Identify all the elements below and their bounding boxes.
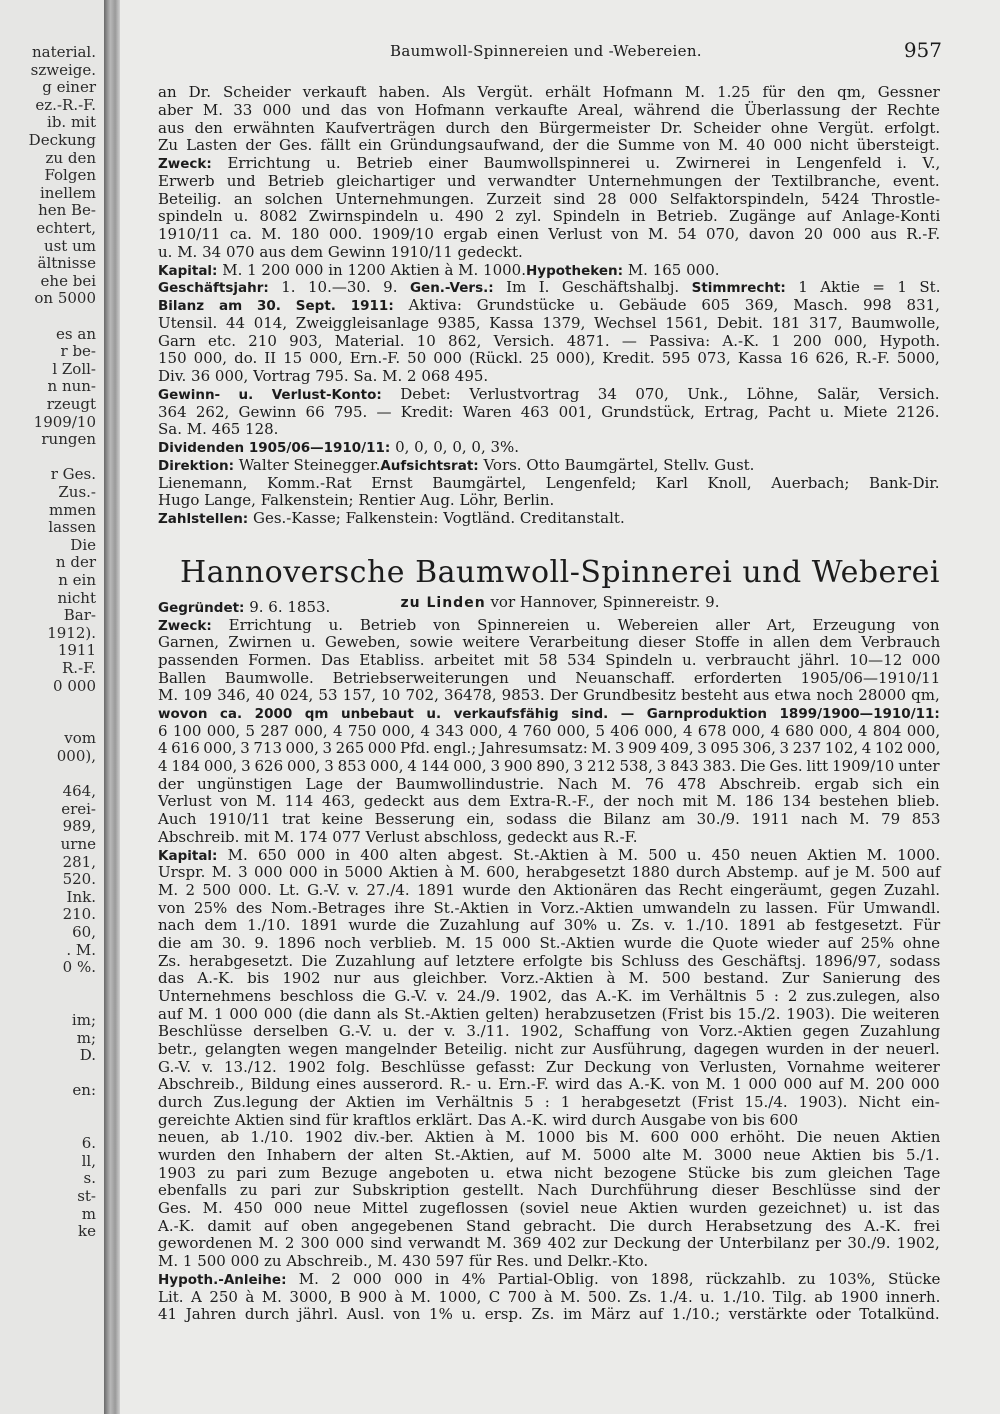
text-line — [158, 811, 940, 828]
text-line — [158, 1271, 940, 1289]
field-text: aber M. 33 000 und das von Hofmann verkaufte Areal, während die Überlassung der Rechte — [158, 100, 940, 119]
previous-page-fragment: echtert, — [36, 219, 96, 237]
field-text: das A.-K. bis 1902 nur aus gleichber. Vorz.-Aktien à M. 500 bestand. Zur Sanierung des — [158, 969, 941, 988]
text-line — [158, 137, 940, 154]
previous-page-fragment: 1909/10 — [33, 412, 96, 431]
field-label: Dividenden 1905/06—1910/11: — [158, 440, 391, 456]
previous-page-fragment: Ink. — [66, 887, 96, 906]
field-text: 4 184 000, 3 626 000, 3 853 000, 4 144 000, 3 900 890, 3 212 538, 3 843 383. Die Ges. litt 1909/10 unter — [158, 757, 940, 776]
page-number: 957 — [903, 38, 942, 62]
field-label: Kapital: — [158, 262, 218, 279]
previous-page-fragment: ältnisse — [37, 254, 96, 273]
previous-page-fragment: ke — [78, 1222, 96, 1241]
field-text: Beschlüsse derselben G.-V. u. der v. 3./11. 1902, Schaffung von Vorz.-Aktien gegen Zuzahlung — [158, 1022, 941, 1041]
text-line — [158, 1112, 798, 1129]
text-line — [158, 297, 940, 315]
previous-page-fragment: D. — [79, 1046, 96, 1065]
text-line — [158, 421, 278, 438]
text-line — [158, 102, 940, 119]
previous-page-fragment: s. — [83, 1169, 96, 1188]
field-text: Errichtung u. Betrieb einer Baumwollspinnerei u. Zwirnerei in Lengenfeld i. V., — [211, 154, 941, 172]
field-text: passenden Formen. Das Etabliss. arbeitet mit 58 534 Spindeln u. verbraucht jährl. 10—12 000 — [158, 651, 941, 670]
previous-page-fragment: mmen — [49, 500, 96, 519]
previous-page-fragment: vom — [64, 729, 96, 748]
text-line — [158, 882, 940, 899]
text-line — [158, 864, 940, 881]
previous-page-fragment: ust um — [43, 236, 96, 255]
text-line — [158, 917, 940, 934]
text-line — [158, 350, 940, 367]
field-text: gewordenen M. 2 300 000 sind verwandt M. 369 402 zur Deckung der Unterbilanz per 30./9. 1902, — [158, 1234, 940, 1253]
field-text: durch Zus.legung der Aktien im Verhältnis 5 : 1 herabgesetzt (Frist 15./4. 1903). Nicht ein- — [158, 1093, 940, 1112]
field-text: an Dr. Scheider verkauft haben. Als Vergüt. erhält Hofmann M. 1.25 für den qm, Gessner — [158, 83, 940, 101]
text-line — [158, 1076, 940, 1093]
field-text: 1903 zu pari zum Bezuge angeboten u. etwa nicht bezogene Stücke bis zum gleichen Tage — [158, 1163, 941, 1182]
field-text: Lienemann, Komm.-Rat Ernst Baumgärtel, Lengenfeld; Karl Knoll, Auerbach; Bank-Dir. — [158, 473, 940, 492]
text-line — [158, 793, 940, 810]
field-text: M. 2 000 000 in 4% Partial-Oblig. von 1898, rückzahlb. zu 103%, Stücke — [286, 1269, 941, 1288]
field-text: die am 30. 9. 1896 noch verblieb. M. 15 000 St.-Aktien wurde die Quote wieder auf 25% ohne — [158, 933, 941, 952]
previous-page-fragment: im; — [71, 1011, 96, 1029]
field-text: gereichte Aktien sind für kraftlos erklärt. Das A.-K. wird durch Ausgabe von bis 600 — [158, 1110, 799, 1129]
field-text: 150 000, do. II 15 000, Ern.-F. 50 000 (Rückl. 25 000), Kredit. 595 073, Kassa 16 626, R.-F. 5000, — [158, 349, 940, 368]
previous-page-fragment: 60, — [72, 923, 96, 941]
previous-page-fragment: en: — [72, 1081, 96, 1100]
text-line — [158, 279, 940, 297]
field-text: M. 165 000. — [623, 260, 720, 279]
text-line — [158, 1059, 940, 1076]
page-header — [120, 38, 1000, 62]
field-text: auf M. 1 000 000 (die dann als St.-Aktien gelten) herabzusetzen (Frist bis 15./2. 1903). Die weiteren — [158, 1004, 940, 1023]
field-label: Kapital: — [158, 847, 218, 864]
book-gutter — [104, 0, 120, 1414]
text-line — [158, 173, 940, 190]
field-text: Aktiva: Grundstücke u. Gebäude 605 369, Masch. 998 831, — [393, 296, 940, 314]
text-line — [158, 970, 940, 987]
previous-page-fragment: 520. — [62, 870, 96, 889]
field-text: 1 Aktie = 1 St. — [785, 278, 941, 297]
field-label: Gewinn- u. Verlust-Konto: — [158, 386, 382, 403]
text-line — [158, 208, 940, 225]
field-text: spindeln u. 8082 Zwirnspindeln u. 490 2 zyl. Spindeln in Betrieb. Zugänge auf Anlage-Konti — [158, 207, 941, 226]
previous-page-edge — [0, 0, 104, 1414]
field-text: Zs. herabgesetzt. Die Zuzahlung auf letztere erfolgte bis Schluss des Geschäftsj. 1896/97, sodass — [158, 951, 941, 970]
text-line — [158, 1253, 648, 1270]
field-text: 41 Jahren durch jährl. Ausl. von 1% u. ersp. Zs. im März auf 1./10.; verstärkte oder Totalkünd. — [158, 1305, 940, 1324]
company-location-rest: vor Hannover, Spinnereistr. 9. — [485, 593, 720, 611]
field-label: Bilanz am 30. Sept. 1911: — [158, 298, 394, 314]
field-text: Beteilig. an solchen Unternehmungen. Zurzeit sind 28 000 Selfaktorspindeln, 5424 Throstle- — [158, 189, 941, 208]
previous-page-fragment: szweige. — [30, 60, 96, 79]
previous-page-fragment: r Ges. — [50, 465, 96, 484]
field-text: Abschreib. mit M. 174 077 Verlust abschloss, gedeckt aus R.-F. — [158, 827, 638, 846]
field-text: Garn etc. 210 903, Material. 10 862, Versich. 4871. — Passiva: A.-K. 1 200 000, Hypoth. — [158, 331, 941, 350]
text-line — [158, 262, 720, 280]
field-text: Div. 36 000, Vortrag 795. Sa. M. 2 068 495. — [158, 367, 489, 385]
text-line — [158, 617, 940, 635]
running-title: Baumwoll-Spinnereien und -Webereien. — [390, 42, 702, 60]
text-line — [158, 404, 940, 421]
previous-page-fragment: 281, — [62, 852, 96, 871]
previous-page-fragment: rungen — [41, 430, 96, 449]
field-text: Im I. Geschäftshalbj. — [493, 278, 692, 297]
text-line — [158, 1289, 940, 1306]
text-line — [158, 1235, 940, 1252]
field-text: M. 1 500 000 zu Abschreib., M. 430 597 für Res. und Delkr.-Kto. — [158, 1252, 649, 1271]
text-line — [158, 953, 940, 970]
text-line — [158, 705, 940, 723]
field-text: von 25% des Nom.-Betrages ihre St.-Aktien in Vorz.-Aktien umwandeln zu lassen. Für Umwandl. — [158, 898, 941, 917]
previous-page-fragment: m; — [76, 1028, 96, 1047]
field-text: betr., gelangten wegen mangelnder Beteilig. nicht zur Ausführung, dagegen wurden in der neuerl. — [158, 1040, 940, 1058]
field-text: u. M. 34 070 aus dem Gewinn 1910/11 gedeckt. — [158, 242, 523, 261]
previous-page-fragment: on 5000 — [34, 289, 96, 308]
field-text: Urspr. M. 3 000 000 in 5000 Aktien à M. 600, herabgesetzt 1880 durch Abstemp. auf je M. 500 auf — [158, 863, 941, 882]
text-line — [158, 155, 940, 173]
field-text: Debet: Verlustvortrag 34 070, Unk., Löhne, Salär, Versich. — [381, 384, 940, 403]
text-line — [158, 1306, 940, 1323]
text-line — [158, 847, 940, 865]
field-text: Erwerb und Betrieb gleichartiger und verwandter Unternehmungen der Textilbranche, event. — [158, 171, 940, 190]
text-line — [158, 829, 638, 846]
text-line — [158, 758, 940, 775]
text-line — [158, 1200, 940, 1217]
text-line — [158, 226, 940, 243]
previous-page-fragment: ib. mit — [47, 113, 96, 132]
field-text: Auch 1910/11 trat keine Besserung ein, sodass die Bilanz am 30./9. 1911 nach M. 79 853 — [158, 810, 941, 829]
text-line — [158, 315, 940, 332]
previous-page-fragment: g einer — [42, 78, 96, 97]
field-text: Verlust von M. 114 463, gedeckt aus dem Extra-R.-F., der noch mit M. 186 134 bestehen blieb. — [158, 792, 940, 811]
text-line — [158, 935, 940, 952]
text-line — [158, 191, 940, 208]
previous-page-fragment: 464, — [62, 782, 96, 801]
field-text: aus den erwähnten Kaufverträgen durch den Bürgermeister Dr. Scheider ohne Vergüt. erfolgt. — [158, 118, 941, 137]
field-text: 4 616 000, 3 713 000, 3 265 000 Pfd. engl.; Jahresumsatz: M. 3 909 409, 3 095 306, 3 237 102, 4 102 000, — [158, 739, 941, 758]
text-line — [158, 1147, 940, 1164]
previous-page-fragment: Zus.- — [58, 483, 96, 501]
text-line — [158, 1006, 940, 1023]
field-label: Zweck: — [158, 617, 212, 634]
text-line — [158, 687, 940, 704]
previous-page-fragment: 6. — [81, 1134, 96, 1153]
previous-page-fragment: R.-F. — [62, 659, 96, 677]
previous-page-fragment: rzeugt — [46, 395, 96, 413]
previous-page-fragment: r be- — [60, 342, 96, 361]
field-text: Zu Lasten der Ges. fällt ein Gründungsaufwand, der die Summe von M. 40 000 nicht übersteigt. — [158, 136, 940, 155]
text-line — [158, 475, 940, 492]
previous-page-fragment: 000), — [56, 747, 96, 765]
text-line — [158, 457, 754, 475]
text-line — [158, 740, 940, 757]
field-text: Hugo Lange, Falkenstein; Rentier Aug. Löhr, Berlin. — [158, 491, 555, 510]
text-line — [158, 988, 940, 1005]
text-line — [158, 1129, 940, 1146]
previous-page-fragment: st- — [77, 1187, 96, 1205]
field-text: M. 1 200 000 in 1200 Aktien à M. 1000. — [217, 260, 526, 279]
previous-page-fragment: l Zoll- — [52, 359, 96, 378]
previous-page-fragment: 210. — [62, 905, 96, 924]
field-text: 0, 0, 0, 0, 0, 3%. — [390, 438, 520, 456]
text-line — [158, 120, 940, 137]
previous-page-fragment: Bar- — [63, 606, 96, 625]
previous-page-fragment: ez.-R.-F. — [35, 95, 96, 114]
previous-page-fragment: 0 000 — [53, 676, 96, 695]
field-text: Errichtung u. Betrieb von Spinnereien u. Webereien aller Art, Erzeugung von — [211, 615, 940, 634]
previous-page-fragment: naterial. — [32, 43, 96, 61]
field-text: Lit. A 250 à M. 3000, B 900 à M. 1000, C 700 à M. 500. Zs. 1./4. u. 1./10. Tilg. ab 1900 innerh. — [158, 1287, 941, 1306]
previous-page-fragment: . M. — [66, 940, 96, 959]
text-line — [158, 634, 940, 651]
field-text: M. 109 346, 40 024, 53 157, 10 702, 36478, 9853. Der Grundbesitz besteht aus etwa noch 28000 qm, — [158, 686, 940, 705]
field-text: Ges.-Kasse; Falkenstein: Vogtländ. Creditanstalt. — [248, 509, 625, 527]
previous-page-fragment: 1911 — [57, 641, 96, 660]
previous-page-fragment: 1912). — [47, 623, 96, 642]
field-label: wovon ca. 2000 qm unbebaut u. verkaufsfähig sind. — Garnproduktion 1899/1900—1910/11: — [158, 706, 940, 723]
field-label: Stimmrecht: — [691, 280, 786, 297]
field-text: neuen, ab 1./10. 1902 div.-ber. Aktien à M. 1000 bis M. 600 000 erhöht. Die neuen Aktien — [158, 1128, 941, 1147]
previous-page-fragment: es an — [56, 324, 96, 343]
page — [120, 0, 1000, 1414]
text-line — [158, 900, 940, 917]
previous-page-fragment: ehe bei — [40, 271, 96, 290]
previous-page-fragment: n ein — [58, 571, 96, 589]
text-line — [158, 670, 940, 687]
previous-page-fragment: nicht — [57, 588, 96, 607]
previous-page-fragment: lassen — [48, 518, 96, 537]
field-label: Gen.-Vers.: — [409, 280, 494, 297]
field-text: ebenfalls zu pari zur Subskription gestellt. Nach Durchführung dieser Beschlüsse sind der — [158, 1181, 940, 1200]
field-text: 1. 10.—30. 9. — [268, 278, 410, 297]
field-text: Sa. M. 465 128. — [158, 420, 279, 439]
previous-page-fragment: n nun- — [47, 377, 96, 396]
text-line — [158, 652, 940, 669]
text-line — [158, 386, 940, 404]
field-text: Vors. Otto Baumgärtel, Stellv. Gust. — [478, 455, 755, 474]
field-text: der ungünstigen Lage der Baumwollindustrie. Nach M. 76 478 Abschreib. ergab sich ein — [158, 774, 940, 793]
text-line — [158, 510, 625, 528]
field-label: Aufsichtsrat: — [380, 457, 479, 474]
previous-page-fragment: ll, — [81, 1151, 96, 1170]
text-line — [158, 333, 940, 350]
text-line — [158, 84, 940, 101]
field-text: wurden den Inhabern der alten St.-Aktien, auf M. 5000 alte M. 3000 neue Aktien bis 5./1. — [158, 1146, 940, 1165]
previous-page-fragment: 0 %. — [62, 958, 96, 977]
previous-page-fragment: erei- — [61, 799, 96, 818]
previous-page-fragment: zu den — [45, 148, 96, 167]
field-text: Ballen Baumwolle. Betriebserweiterungen und Neuanschaff. erforderten 1905/06—1910/11 — [158, 668, 941, 687]
field-text: nach dem 1./10. 1891 wurde die Zuzahlung auf 30% u. Zs. v. 1./10. 1891 ab festgesetzt. Für — [158, 916, 941, 935]
text-line — [158, 1023, 940, 1040]
field-label: Direktion: — [158, 457, 234, 474]
text-line — [158, 723, 940, 740]
text-line — [158, 1041, 940, 1058]
previous-page-fragment: Folgen — [44, 166, 96, 185]
field-text: Garnen, Zwirnen u. Geweben, sowie weitere Verarbeitung dieser Stoffe in allen dem Verbrauch — [158, 633, 941, 652]
previous-page-fragment: n der — [55, 553, 96, 572]
field-text: 9. 6. 1853. — [244, 598, 331, 616]
field-text: Abschreib., Bildung eines ausserord. R.- u. Ern.-F. wird das A.-K. von M. 1 000 000 auf M. 200 000 — [158, 1075, 940, 1094]
text-line — [158, 439, 519, 457]
text-line — [158, 1218, 940, 1235]
previous-page-fragment: hen Be- — [38, 201, 96, 220]
text-line — [158, 368, 488, 385]
field-label: Hypotheken: — [526, 262, 624, 279]
field-text: G.-V. v. 13./12. 1902 folg. Beschlüsse gefasst: Zur Deckung von Verlusten, Vornahme weiterer — [158, 1057, 940, 1076]
text-line — [158, 492, 554, 509]
field-text: Unternehmens beschloss die G.-V. v. 24./9. 1902, das A.-K. im Verhältnis 5 : 2 zus.zulegen, also — [158, 986, 940, 1005]
field-text: 364 262, Gewinn 66 795. — Kredit: Waren 463 001, Grundstück, Ertrag, Pacht u. Miete 2126. — [158, 402, 940, 421]
previous-page-fragment: Die — [70, 535, 96, 554]
text-line — [158, 244, 523, 261]
text-line — [158, 1165, 940, 1182]
text-line — [158, 599, 330, 617]
field-label: Zweck: — [158, 156, 212, 172]
field-text: 6 100 000, 5 287 000, 4 750 000, 4 343 000, 4 760 000, 5 406 000, 4 678 000, 4 680 000, 4 804 000, — [158, 721, 941, 740]
text-line — [158, 1182, 940, 1199]
field-text: A.-K. damit auf oben angegebenen Stand gebracht. Die durch Herabsetzung des A.-K. frei — [158, 1216, 941, 1235]
field-text: M. 650 000 in 400 alten abgest. St.-Aktien à M. 500 u. 450 neuen Aktien M. 1000. — [217, 845, 941, 864]
field-label: Zahlstellen: — [158, 511, 249, 527]
field-text: Utensil. 44 014, Zweiggleisanlage 9385, Kassa 1379, Wechsel 1561, Debit. 181 317, Baumwolle, — [158, 313, 941, 332]
previous-page-fragment: 989, — [62, 817, 96, 836]
field-label: Hypoth.-Anleihe: — [158, 1271, 287, 1288]
field-text: M. 2 500 000. Lt. G.-V. v. 27./4. 1891 wurde den Aktionären das Recht eingeräumt, gegen Zuzahl. — [158, 880, 941, 899]
field-text: 1910/11 ca. M. 180 000. 1909/10 ergab einen Verlust von M. 54 070, davon 20 000 aus R.-F. — [158, 225, 941, 243]
previous-page-fragment: m — [81, 1204, 96, 1223]
text-line — [158, 1094, 940, 1111]
previous-page-fragment: urne — [60, 835, 96, 853]
field-text: Ges. M. 450 000 neue Mittel zugeflossen (soviel neue Aktien wurden gezeichnet) u. ist das — [158, 1199, 940, 1218]
text-line — [158, 776, 940, 793]
company-location-bold: zu Linden — [400, 595, 486, 611]
previous-page-fragment: inellem — [39, 183, 96, 202]
field-label: Geschäftsjahr: — [158, 280, 269, 297]
previous-page-fragment: Deckung — [28, 131, 96, 149]
field-label: Gegründet: — [158, 600, 245, 616]
company-title: Hannoversche Baumwoll-Spinnerei und Weberei — [179, 555, 940, 590]
field-text: Walter Steinegger. — [234, 455, 381, 474]
